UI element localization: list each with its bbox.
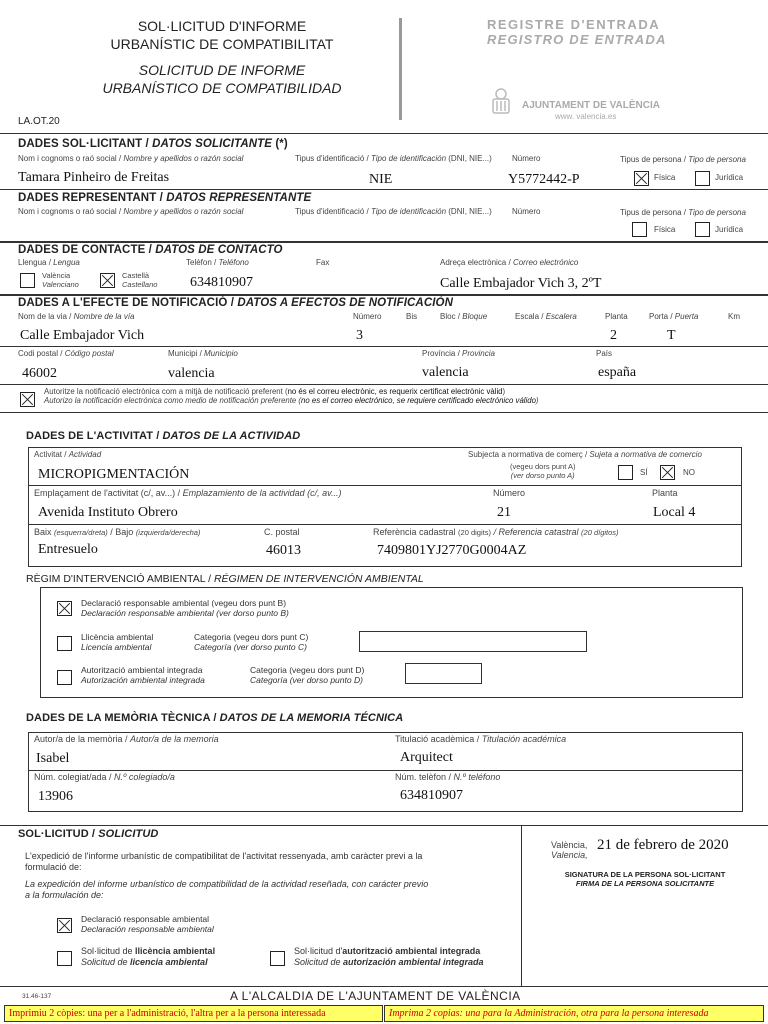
notif-mun-value[interactable]: valencia — [168, 366, 215, 381]
solicitant-fisica-label: Física — [654, 173, 676, 182]
activitat-planta-value[interactable]: Local 4 — [653, 505, 696, 520]
solicitud-declaracio-label: Declaració responsable ambiental Declaración responsable ambiental — [81, 914, 214, 935]
notif-cp-value[interactable]: 46002 — [22, 366, 57, 381]
divider — [28, 770, 743, 771]
regim-llicencia-checkbox[interactable] — [57, 636, 72, 651]
section-memoria-title: DADES DE LA MEMÒRIA TÈCNICA / DATOS DE LA MEMORIA TÉCNICA — [26, 712, 404, 724]
memoria-tit-value[interactable]: Arquitect — [400, 750, 453, 765]
divider — [0, 825, 768, 826]
activitat-baix-label: Baix (esquerra/dreta) / Bajo (izquierda/derecha) — [34, 527, 201, 537]
notif-prov-value[interactable]: valencia — [422, 365, 469, 380]
ajuntament-name: AJUNTAMENT DE VALÈNCIA — [522, 100, 660, 111]
notif-porta-value[interactable]: T — [667, 328, 676, 343]
notif-pais-label: País — [596, 349, 613, 358]
memoria-col-value[interactable]: 13906 — [38, 789, 73, 804]
title-es — [62, 62, 382, 97]
solicitant-idtype-value[interactable]: NIE — [369, 172, 393, 187]
regim-autoritzacio-label: Autorització ambiental integrada Autorización ambiental integrada — [81, 665, 205, 686]
memoria-autor-value[interactable]: Isabel — [36, 751, 70, 766]
representant-juridica-label: Jurídica — [715, 225, 744, 234]
notif-mun-label: Municipi / Municipio — [168, 349, 238, 358]
title-ca-line-1: SOL·LICITUD D'INFORME — [137, 18, 307, 34]
header-divider — [399, 18, 402, 120]
registry-ca: REGISTRE D'ENTRADA — [487, 17, 661, 32]
divider — [0, 189, 768, 190]
title-ca-line-2: URBANÍSTIC DE COMPATIBILITAT — [110, 35, 334, 52]
regim-autoritzacio-cat-label: Categoria (vegeu dors punt D) Categoría (ver dorso punto D) — [250, 665, 365, 686]
divider — [0, 294, 768, 296]
activitat-planta-label: Planta — [652, 488, 678, 498]
memoria-col-label: Núm. colegiat/ada / N.º colegiado/a — [34, 772, 175, 782]
contacte-phone-label: Telèfon / Teléfono — [186, 258, 249, 267]
contacte-email-label: Adreça electrònica / Correo electrónico — [440, 258, 579, 267]
regim-declaracio-checkbox[interactable] — [57, 601, 72, 616]
representant-juridica-checkbox[interactable] — [695, 222, 710, 237]
solicitant-name-value[interactable]: Tamara Pinheiro de Freitas — [18, 170, 170, 185]
solicitud-place: València, Valencia, — [551, 840, 588, 861]
solicitant-juridica-checkbox[interactable] — [695, 171, 710, 186]
notif-pais-value[interactable]: españa — [598, 365, 637, 380]
divider — [0, 133, 768, 134]
contacte-fax-label: Fax — [316, 258, 330, 267]
activitat-act-value[interactable]: MICROPIGMENTACIÓN — [38, 467, 190, 482]
divider — [28, 524, 742, 525]
solicitud-autoritzacio-checkbox[interactable] — [270, 951, 285, 966]
solicitud-text-ca: L'expedició de l'informe urbanístic de compatibilitat de l'activitat ressenyada, amb caràcter previ a la formulació de: — [25, 851, 423, 872]
form-code: LA.OT.20 — [18, 116, 60, 127]
notif-numero-value[interactable]: 3 — [356, 328, 363, 343]
representant-idtype-label: Tipus d'identificació / Tipo de identificación (DNI, NIE...) — [295, 207, 492, 216]
comerc-no-label: NO — [683, 468, 695, 477]
representant-number-label: Número — [512, 207, 541, 216]
activitat-comerc-label: Subjecta a normativa de comerç / Sujeta a normativa de comercio — [468, 450, 702, 459]
solicitud-llicencia-label: Sol·licitud de llicència ambiental Solicitud de licencia ambiental — [81, 946, 216, 967]
comerc-si-label: SÍ — [640, 468, 648, 477]
comerc-no-checkbox[interactable] — [660, 465, 675, 480]
print-notice-es — [384, 1005, 764, 1022]
notif-prov-label: Província / Provincia — [422, 349, 495, 358]
section-activitat-title: DADES DE L'ACTIVITAT / DATOS DE LA ACTIVIDAD — [26, 430, 301, 442]
activitat-num-value[interactable]: 21 — [497, 505, 511, 520]
memoria-autor-label: Autor/a de la memòria / Autor/a de la memoria — [34, 734, 219, 744]
solicitant-number-label: Número — [512, 154, 541, 163]
section-representant-title: DADES REPRESENTANT / DATOS REPRESENTANTE — [18, 192, 312, 204]
regim-autoritzacio-cat-input[interactable] — [405, 663, 482, 684]
solicitud-declaracio-checkbox[interactable] — [57, 918, 72, 933]
activitat-num-label: Número — [493, 488, 526, 498]
notif-auth-text: Autoritze la notificació electrònica com a mitjà de notificació preferent (no és el correu electrònic, es requerix certificat electrònic vàlid) Autorizo la notificación electrónica como medio de notificación preferente (no es el correo electrónico, se requiere certificado electrónico válido) — [44, 387, 539, 405]
representant-fisica-label: Física — [654, 225, 676, 234]
divider — [0, 384, 768, 385]
notif-via-label: Nom de la via / Nombre de la vía — [18, 312, 135, 321]
notif-escala-label: Escala / Escalera — [515, 312, 577, 321]
divider — [0, 241, 768, 243]
section-notificacio-title: DADES A L'EFECTE DE NOTIFICACIÓ / DATOS A EFECTOS DE NOTIFICACIÓN — [18, 297, 453, 309]
solicitud-date-value[interactable]: 21 de febrero de 2020 — [597, 837, 729, 853]
activitat-act-label: Activitat / Actividad — [34, 450, 102, 459]
solicitud-text-es: La expedición del informe urbanístico de compatibilidad de la actividad reseñada, con carácter previo a la formulación de: — [25, 879, 429, 900]
activitat-empl-value[interactable]: Avenida Instituto Obrero — [38, 505, 178, 520]
regim-autoritzacio-checkbox[interactable] — [57, 670, 72, 685]
print-notice-ca — [4, 1005, 383, 1022]
notif-km-label: Km — [728, 312, 740, 321]
city-seal-icon — [485, 86, 517, 121]
solicitant-fisica-checkbox[interactable] — [634, 171, 649, 186]
activitat-dors-label: (vegeu dors punt A) (ver dorso punto A) — [510, 462, 576, 480]
notif-auth-checkbox[interactable] — [20, 392, 35, 407]
representant-fisica-checkbox[interactable] — [632, 222, 647, 237]
contacte-email-value[interactable]: Calle Embajador Vich 3, 2ºT — [440, 276, 602, 291]
notif-porta-label: Porta / Puerta — [649, 312, 699, 321]
memoria-tit-label: Titulació acadèmica / Titulación académica — [395, 734, 567, 744]
solicitant-name-label: Nom i cognoms o raó social / Nombre y apellidos o razón social — [18, 154, 244, 163]
activitat-empl-label: Emplaçament de l'activitat (c/, av...) / Emplazamiento de la actividad (c/, av...) — [34, 488, 342, 498]
notif-planta-value[interactable]: 2 — [610, 328, 617, 343]
print-notice-ca-text: Imprimiu 2 còpies: una per a l'administració, l'altra per a la persona interessada — [9, 1008, 326, 1019]
print-notice-es-text: Imprima 2 copias: una para la Administración, otra para la persona interesada — [389, 1008, 709, 1019]
section-solicitud-title: SOL·LICITUD / SOLICITUD — [18, 828, 159, 840]
solicitud-llicencia-checkbox[interactable] — [57, 951, 72, 966]
solicitant-juridica-label: Jurídica — [715, 173, 744, 182]
activitat-ref-label: Referència cadastral (20 digits) / Referencia catastral (20 dígitos) — [373, 527, 619, 537]
section-regim-title: RÈGIM D'INTERVENCIÓ AMBIENTAL / RÉGIMEN DE INTERVENCIÓN AMBIENTAL — [26, 573, 424, 585]
activitat-cp-label: C. postal — [264, 527, 300, 537]
signature-area[interactable] — [530, 895, 760, 980]
vertical-divider — [521, 825, 522, 986]
notif-numero-label: Número — [353, 312, 382, 321]
lang-valencia-checkbox[interactable] — [20, 273, 35, 288]
notif-via-value[interactable]: Calle Embajador Vich — [20, 328, 145, 343]
lang-castella-checkbox[interactable] — [100, 273, 115, 288]
contacte-lang-label: Llengua / Lengua — [18, 258, 80, 267]
section-contacte-title: DADES DE CONTACTE / DATOS DE CONTACTO — [18, 244, 283, 256]
regim-llicencia-cat-input[interactable] — [359, 631, 587, 652]
representant-person-label: Tipus de persona / Tipo de persona — [620, 208, 746, 217]
contacte-phone-value[interactable]: 634810907 — [190, 275, 253, 290]
title-es-line-2: URBANÍSTICO DE COMPATIBILIDAD — [102, 79, 342, 96]
memoria-tel-value[interactable]: 634810907 — [400, 788, 463, 803]
regim-declaracio-label: Declaració responsable ambiental (vegeu dors punt B) Declaración responsable ambiental (ver dorso punto B) — [81, 598, 289, 619]
footer-code: 31.46-137 — [22, 993, 52, 1000]
comerc-si-checkbox[interactable] — [618, 465, 633, 480]
title-ca — [62, 18, 382, 53]
regim-llicencia-label: Llicència ambiental Licencia ambiental — [81, 632, 154, 653]
solicitant-person-label: Tipus de persona / Tipo de persona — [620, 155, 746, 164]
memoria-tel-label: Núm. telèfon / N.º teléfono — [395, 772, 501, 782]
divider — [0, 986, 768, 987]
footer-addressee: A L'ALCALDIA DE L'AJUNTAMENT DE VALÈNCIA — [230, 989, 521, 1003]
activitat-baix-value[interactable]: Entresuelo — [38, 542, 98, 557]
notif-planta-label: Planta — [605, 312, 628, 321]
website: www. valencia.es — [555, 112, 617, 121]
registry-es: REGISTRO DE ENTRADA — [487, 32, 667, 47]
solicitant-number-value[interactable]: Y5772442-P — [508, 172, 580, 187]
divider — [0, 412, 768, 413]
representant-name-label: Nom i cognoms o raó social / Nombre y apellidos o razón social — [18, 207, 244, 216]
regim-llicencia-cat-label: Categoria (vegeu dors punt C) Categoría (ver dorso punto C) — [194, 632, 309, 653]
activitat-ref-value[interactable]: 7409801YJ2770G0004AZ — [377, 543, 527, 558]
notif-bis-label: Bis — [406, 312, 418, 321]
notif-cp-label: Codi postal / Código postal — [18, 349, 114, 358]
solicitant-idtype-label: Tipus d'identificació / Tipo de identificación (DNI, NIE...) — [295, 154, 492, 163]
signature-caption: SIGNATURA DE LA PERSONA SOL·LICITANT FIRMA DE LA PERSONA SOLICITANTE — [564, 870, 726, 889]
lang-valencia-label: València Valenciano — [42, 271, 79, 289]
section-solicitant-title: DADES SOL·LICITANT / DATOS SOLICITANTE (*) — [18, 138, 288, 150]
solicitud-autoritzacio-label: Sol·licitud d'autorització ambiental integrada Solicitud de autorización ambiental integrada — [294, 946, 484, 967]
activitat-cp-value[interactable]: 46013 — [266, 543, 301, 558]
divider — [28, 485, 742, 486]
divider — [0, 346, 768, 347]
lang-castella-label: Castellà Castellano — [122, 271, 158, 289]
title-es-line-1: SOLICITUD DE INFORME — [138, 62, 306, 78]
notif-bloc-label: Bloc / Bloque — [440, 312, 488, 321]
